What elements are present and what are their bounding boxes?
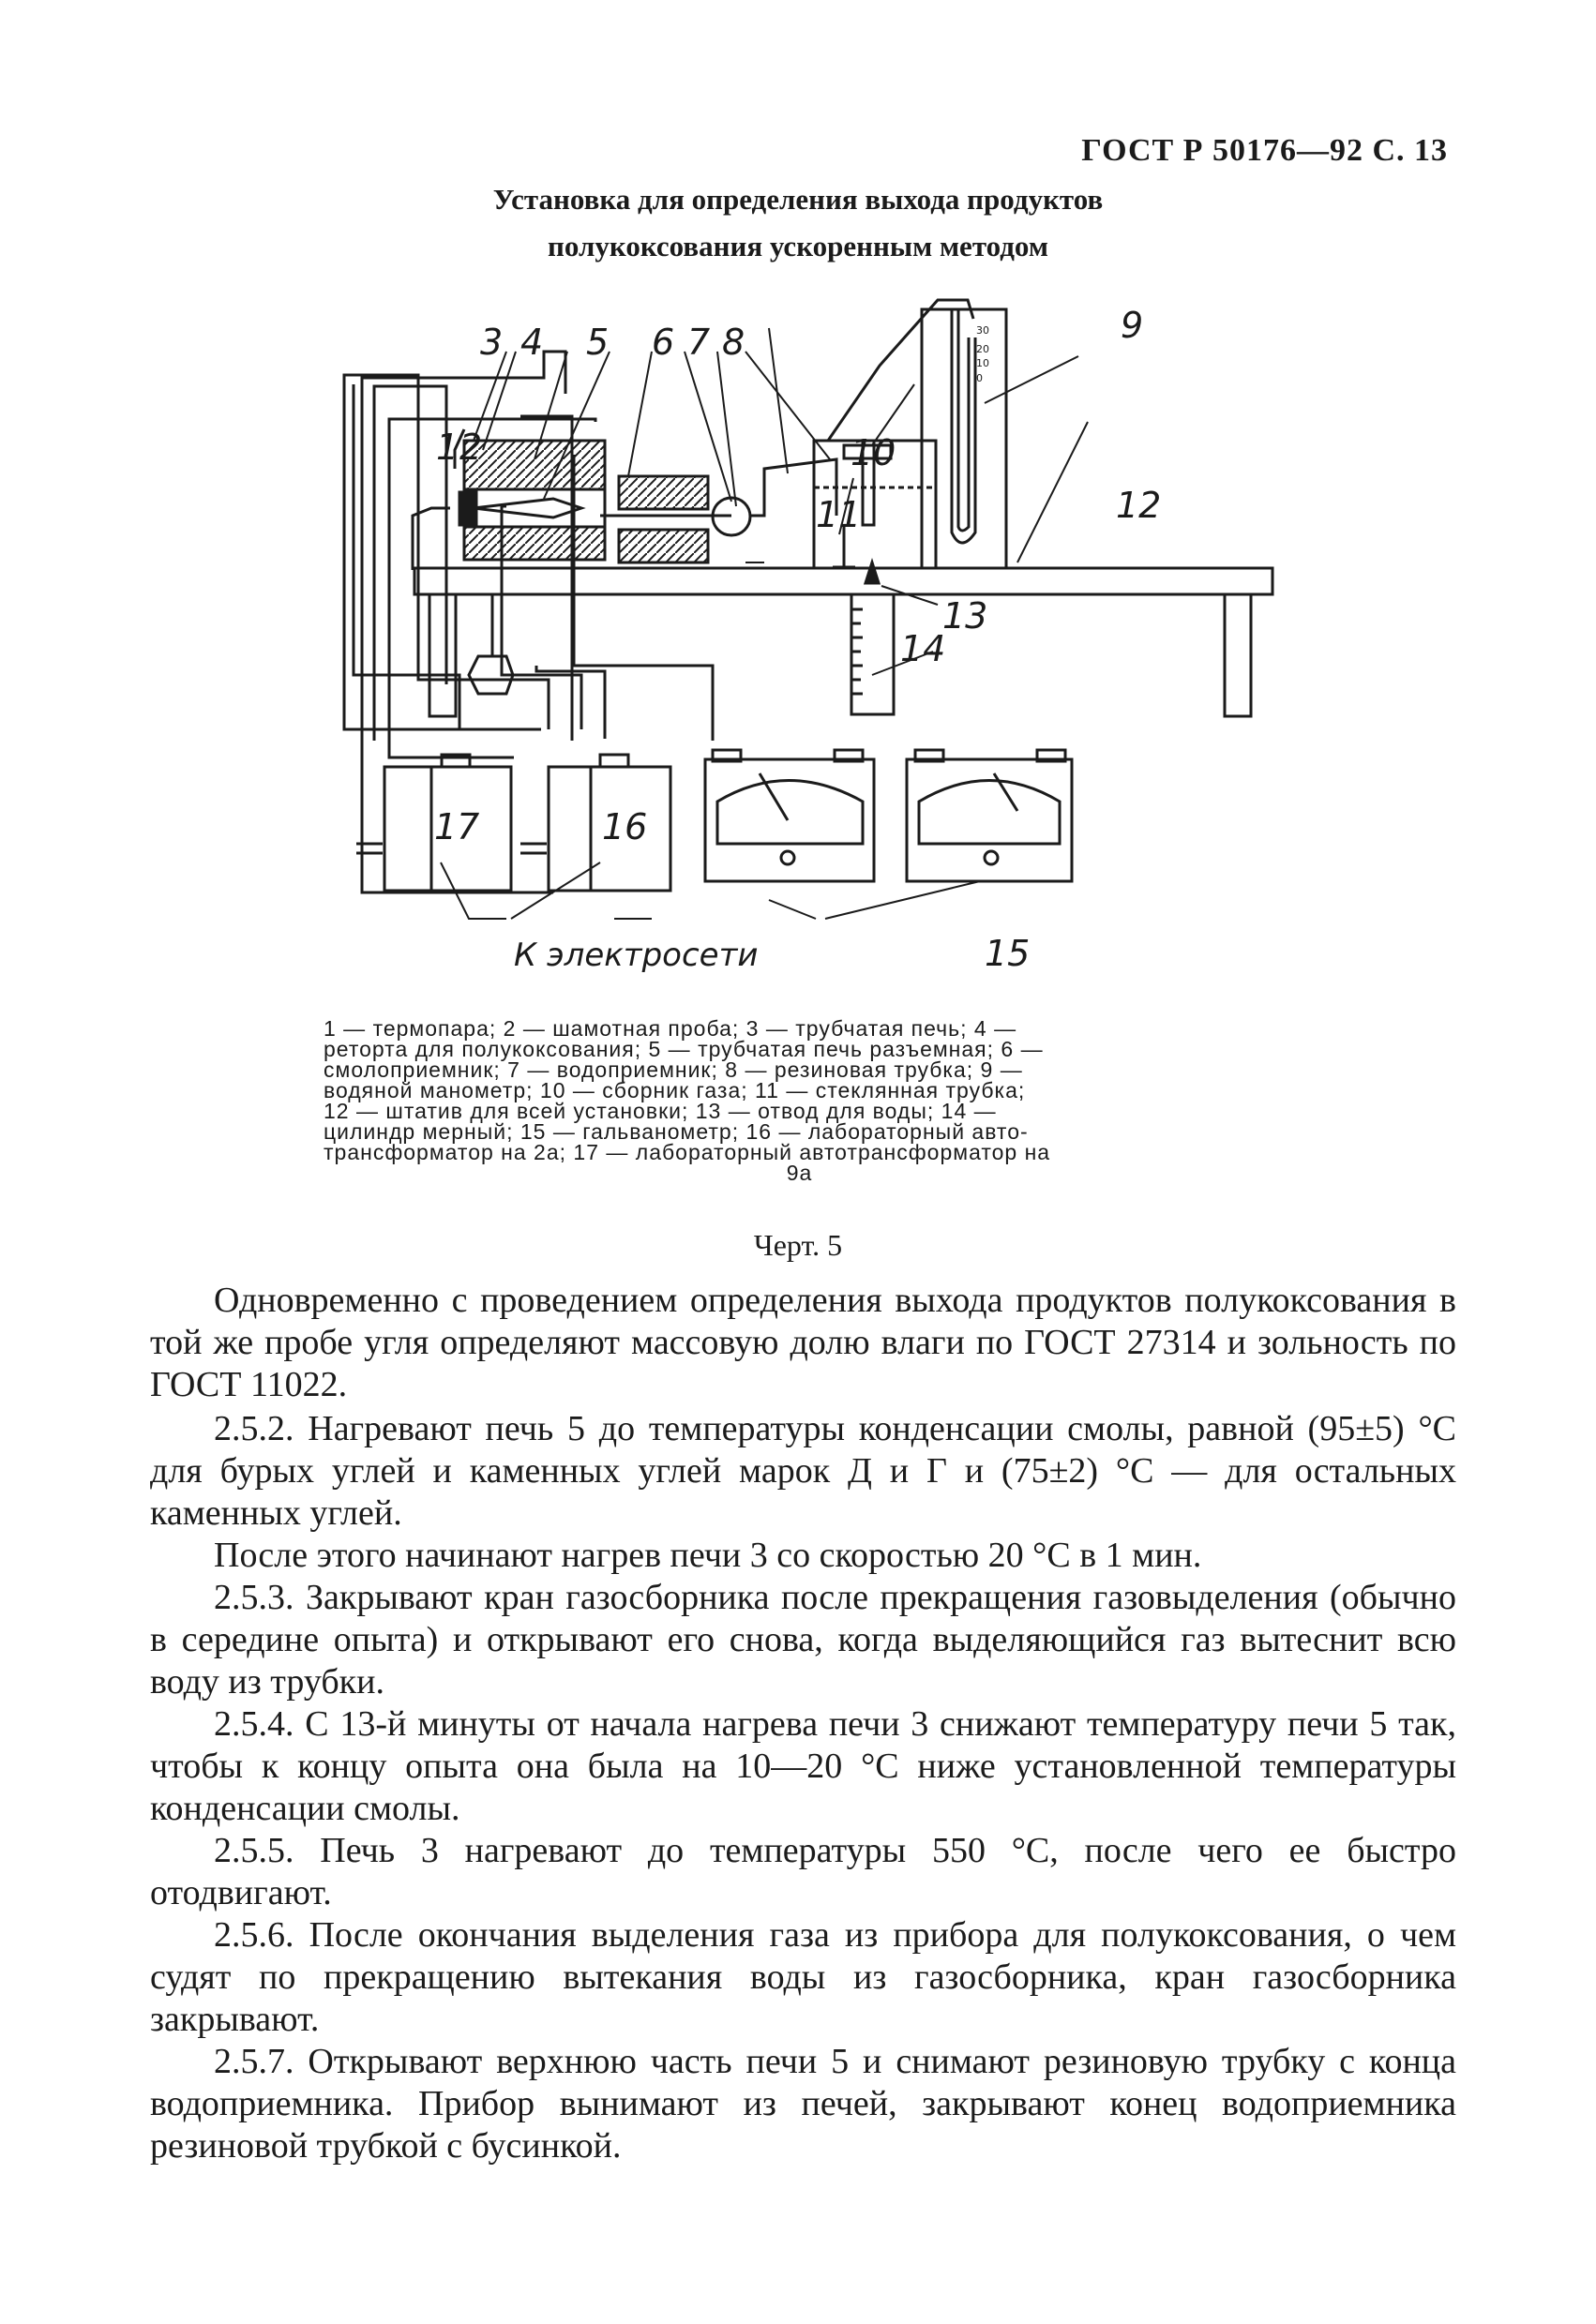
label-1: 1 (436, 427, 459, 468)
legend-line-3: смолоприемник; 7 — водоприемник; 8 — резиновая трубка; 9 — (324, 1057, 1023, 1082)
label-10: 10 (851, 432, 896, 473)
paragraph-intro: Одновременно с проведением определения выхода продуктов полукоксования в той же пробе угля определяют массовую долю влаги по ГОСТ 27314 и зольность по ГОСТ 11022. (150, 1281, 1456, 1404)
legend-line-7: трансформатор на 2а; 17 — лабораторный автотрансформатор на (324, 1140, 1051, 1164)
legend-line-6: цилиндр мерный; 15 — гальванометр; 16 — лабораторный авто- (324, 1119, 1029, 1144)
paragraph-2-5-5: 2.5.5. Печь 3 нагревают до температуры 550 °С, после чего ее быстро отодвигают. (150, 1831, 1456, 1912)
figure-title-line-2: полукоксования ускоренным методом (548, 230, 1048, 262)
paragraph-heating: После этого начинают нагрев печи 3 со скоростью 20 °С в 1 мин. (214, 1536, 1202, 1575)
label-2: 2 (459, 427, 483, 468)
page-header: ГОСТ Р 50176—92 С. 13 (1081, 133, 1448, 168)
paragraph-2-5-2: 2.5.2. Нагревают печь 5 до температуры конденсации смолы, равной (95±5) °С для бурых углей и каменных углей марок Д и Г и (75±2) °С — для остальных каменных углей. (150, 1409, 1456, 1533)
legend-line-4: водяной манометр; 10 — сборник газа; 11 — стеклянная трубка; (324, 1078, 1026, 1102)
retort (474, 499, 581, 517)
scale-tick-30: 30 (976, 324, 989, 337)
label-14: 14 (900, 628, 946, 669)
label-15: 15 (985, 933, 1031, 974)
body-text (150, 1280, 1456, 2167)
paragraph-2-5-4: 2.5.4. С 13-й минуты от начала нагрева печи 3 снижают температуру печи 5 так, чтобы к концу опыта она была на 10—20 °С ниже установленной температуры конденсации смолы. (150, 1704, 1456, 1828)
legend-line-2: реторта для полукоксования; 5 — трубчатая печь разъемная; 6 — (324, 1037, 1044, 1061)
legend-line-5: 12 — штатив для всей установки; 13 — отвод для воды; 14 — (324, 1099, 997, 1123)
autotransformer-16 (520, 755, 670, 891)
label-11: 11 (816, 494, 862, 535)
label-3: 3 (480, 322, 504, 363)
label-9: 9 (1121, 305, 1144, 346)
label-16: 16 (602, 806, 648, 847)
paragraph-2-5-6: 2.5.6. После окончания выделения газа из прибора для полукоксования, о чем судят по прекращению вытекания воды из газосборника, кран газосборника закрывают. (150, 1915, 1456, 2039)
split-furnace (619, 476, 708, 562)
label-7: 7 (687, 322, 711, 363)
figure-title-line-1: Установка для определения выхода продуктов (492, 183, 1104, 216)
paragraph-2-5-7: 2.5.7. Открывают верхнюю часть печи 5 и снимают резиновую трубку с конца водоприемника. Прибор вынимают из печей, закрывают конец водоприемника резиновой трубкой с бусинкой. (150, 2042, 1456, 2166)
scale-tick-0: 0 (976, 372, 983, 384)
table-stand (414, 568, 1272, 716)
label-6: 6 (652, 322, 675, 363)
fireclay-sample (459, 492, 476, 525)
galvanometer-2 (907, 750, 1072, 881)
scale-tick-20: 20 (976, 343, 989, 355)
label-13: 13 (942, 595, 988, 637)
label-4: 4 (520, 322, 544, 363)
measuring-cylinder (851, 594, 894, 714)
legend-line-1: 1 — термопара; 2 — шамотная проба; 3 — трубчатая печь; 4 — (324, 1016, 1017, 1041)
galvanometer-1 (705, 750, 874, 881)
label-17: 17 (434, 806, 480, 847)
apparatus-diagram (319, 281, 1313, 1003)
legend-line-8: 9а (786, 1161, 813, 1185)
label-5: 5 (586, 322, 610, 363)
paragraph-2-5-3: 2.5.3. Закрывают кран газосборника после прекращения газовыделения (обычно в середине опыта) и открывают его снова, когда выделяющийся газ вытеснит всю воду из трубки. (150, 1578, 1456, 1702)
scale-tick-10: 10 (976, 357, 989, 369)
label-8: 8 (722, 322, 745, 363)
part-labels (434, 305, 1161, 974)
figure-caption: Черт. 5 (753, 1228, 843, 1262)
power-supply-label: К электросети (514, 937, 759, 974)
water-drain (866, 562, 879, 583)
figure-legend (324, 1018, 1275, 1183)
manometer-scale (976, 324, 989, 384)
label-12: 12 (1116, 485, 1162, 526)
figure-title (0, 176, 1596, 270)
